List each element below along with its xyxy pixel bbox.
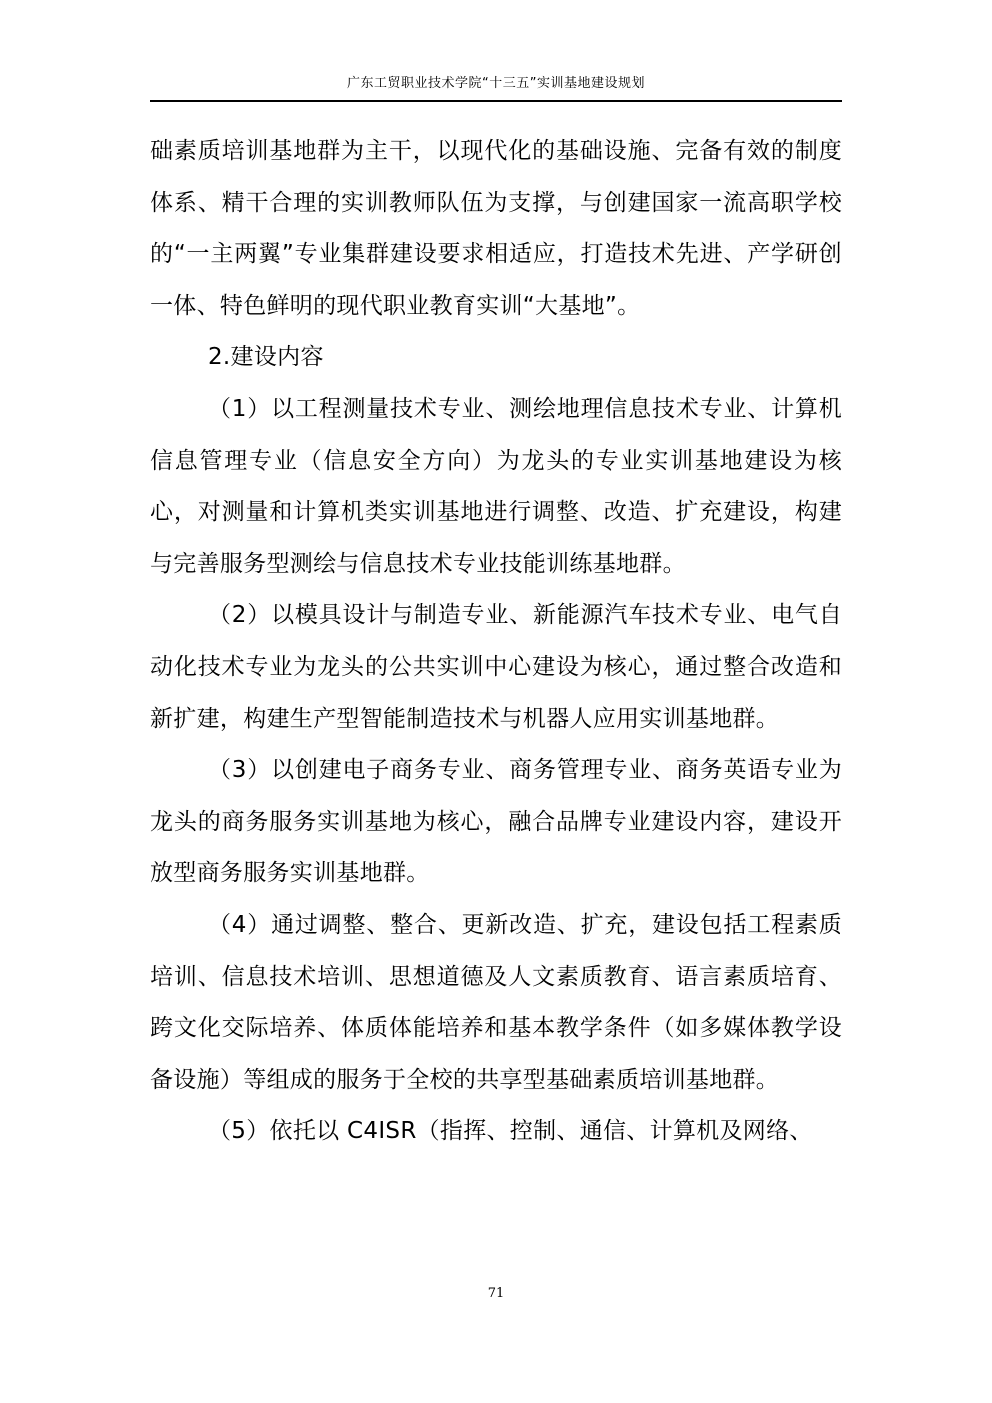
paragraph-item-5: （5）依托以 C4ISR（指挥、控制、通信、计算机及网络、 xyxy=(208,1118,813,1145)
page-number: 71 xyxy=(487,1286,505,1301)
body-text xyxy=(150,126,842,1158)
paragraph-item-3: （3）以创建电子商务专业、商务管理专业、商务英语专业为龙头的商务服务实训基地为核心，融合品牌专业建设内容，建设开放型商务服务实训基地群。 xyxy=(150,757,842,887)
page-header xyxy=(150,74,842,102)
header-title: 广东工贸职业技术学院“十三五”实训基地建设规划 xyxy=(347,76,645,91)
paragraph-intro-continuation: 础素质培训基地群为主干，以现代化的基础设施、完备有效的制度体系、精干合理的实训教师队伍为支撑，与创建国家一流高职学校的“一主两翼”专业集群建设要求相适应，打造技术先进、产学研创一体、特色鲜明的现代职业教育实训“大基地”。 xyxy=(150,138,842,319)
paragraph-item-2: （2）以模具设计与制造专业、新能源汽车技术专业、电气自动化技术专业为龙头的公共实训中心建设为核心，通过整合改造和新扩建，构建生产型智能制造技术与机器人应用实训基地群。 xyxy=(150,602,842,732)
section-heading: 2.建设内容 xyxy=(208,344,324,371)
paragraph-item-1: （1）以工程测量技术专业、测绘地理信息技术专业、计算机信息管理专业（信息安全方向）为龙头的专业实训基地建设为核心，对测量和计算机类实训基地进行调整、改造、扩充建设，构建与完善服务型测绘与信息技术专业技能训练基地群。 xyxy=(150,395,842,577)
paragraph-item-4: （4）通过调整、整合、更新改造、扩充，建设包括工程素质培训、信息技术培训、思想道德及人文素质教育、语言素质培育、跨文化交际培养、体质体能培养和基本教学条件（如多媒体教学设备设施）等组成的服务于全校的共享型基础素质培训基地群。 xyxy=(150,911,842,1093)
